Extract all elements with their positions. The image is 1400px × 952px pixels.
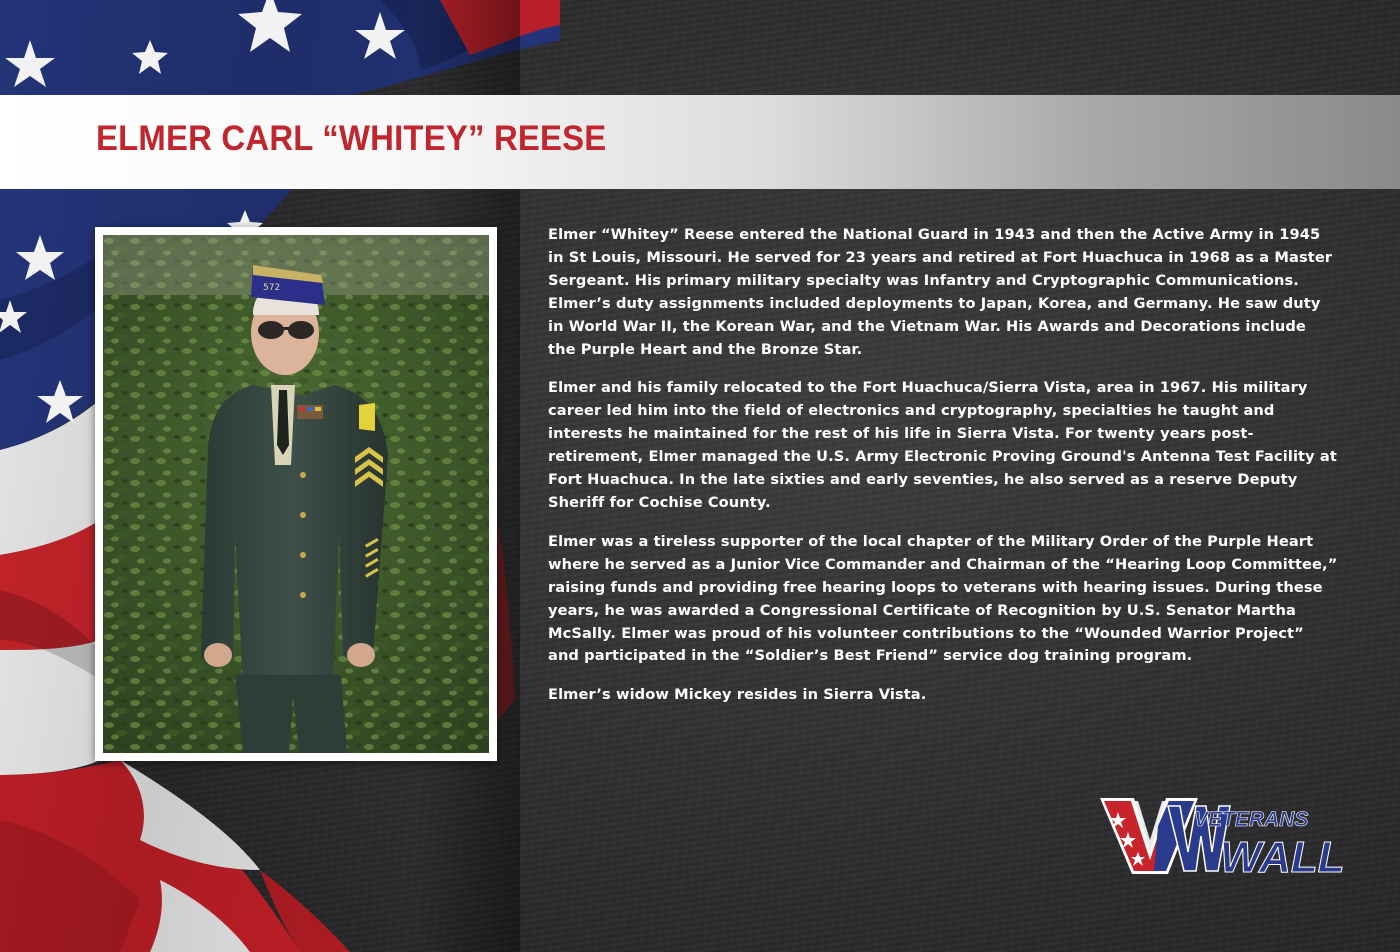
logo-text-veterans: VETERANS	[1194, 808, 1309, 831]
page-title: ELMER CARL “WHITEY” REESE	[96, 119, 607, 158]
bio-paragraph-1: Elmer “Whitey” Reese entered the National Guard in 1943 and then the Active Army in 1945 in St Louis, Missouri. He served for 23 years and retired at Fort Huachuca in 1968 as a Master Sergeant. His primary military specialty was Infantry and Cryptographic Communications. Elmer’s duty assignments included deployments to Japan, Korea, and Germany. He saw duty in World War II, the Korean War, and the Vietnam War. His Awards and Decorations include the Purple Heart and the Bronze Star.	[548, 226, 1333, 358]
bio-paragraph-4: Elmer’s widow Mickey resides in Sierra Vista.	[548, 686, 927, 704]
logo-text-wall: WALL	[1220, 833, 1345, 882]
portrait-illustration	[103, 235, 489, 753]
veterans-wall-logo	[1098, 796, 1345, 882]
veteran-portrait-photo	[103, 235, 489, 753]
cap-number: 572	[263, 283, 281, 293]
biography-text	[548, 224, 1338, 723]
bio-paragraph-2: Elmer and his family relocated to the Fort Huachuca/Sierra Vista, area in 1967. His military career led him into the field of electronics and cryptography, specialties he taught and interests he maintained for the rest of his life in Sierra Vista. For twenty years post-retirement, Elmer managed the U.S. Army Electronic Proving Ground's Antenna Test Facility at Fort Huachuca. In the late sixties and early seventies, he also served as a reserve Deputy Sheriff for Cochise County.	[548, 379, 1337, 511]
bio-paragraph-3: Elmer was a tireless supporter of the local chapter of the Military Order of the Purple Heart where he served as a Junior Vice Commander and Chairman of the “Hearing Loop Committee,” raising funds and providing free hearing loops to veterans with hearing issues. During these years, he was awarded a Congressional Certificate of Recognition by U.S. Senator Martha McSally. Elmer was proud of his volunteer contributions to the “Wounded Warrior Project” and participated in the “Soldier’s Best Friend” service dog training program.	[548, 532, 1338, 665]
portrait-frame	[95, 227, 497, 761]
